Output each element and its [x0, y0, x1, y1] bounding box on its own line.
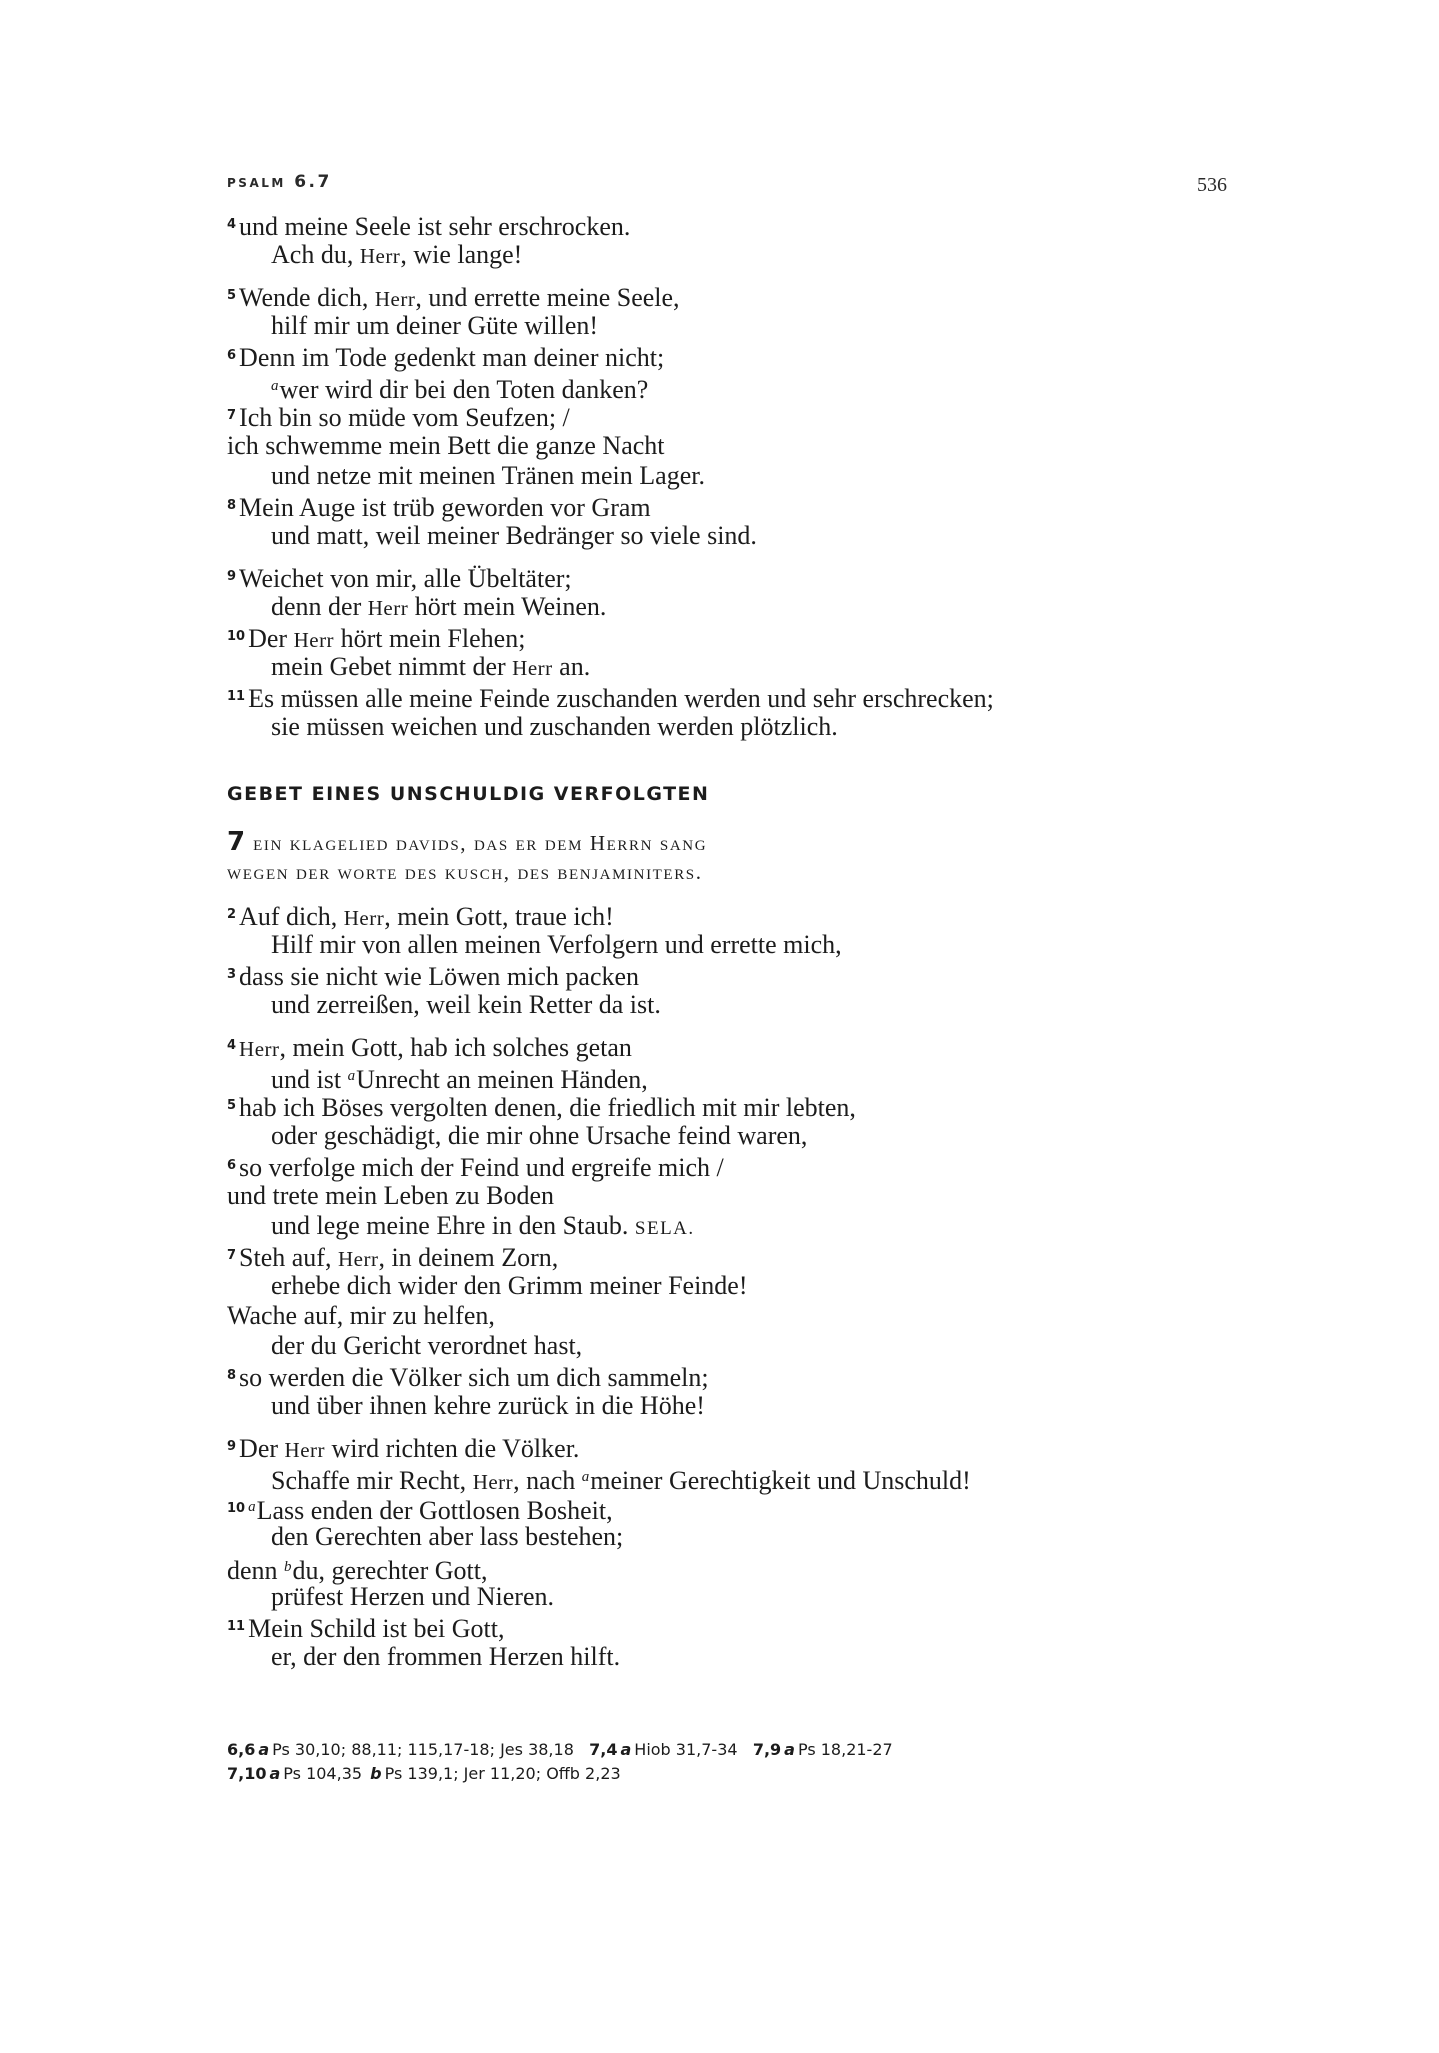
footnote-marker: a	[271, 378, 279, 394]
verse-line: ich schwemme mein Bett die ganze Nacht	[227, 431, 665, 460]
verse-number: 5	[227, 288, 237, 303]
divine-name: Herr	[512, 656, 553, 680]
verse-number: 4	[227, 217, 237, 232]
verse-line: $^{11}$ Mein Schild ist bei Gott,	[227, 1614, 505, 1643]
footnote-marker: a	[347, 1068, 356, 1084]
verse-line: den Gerechten aber lass bestehen;	[271, 1522, 624, 1551]
verse-line: er, der den frommen Herzen hilft.	[271, 1642, 621, 1671]
psalm6-stanza-2	[227, 281, 1227, 551]
verse-number: 2	[227, 907, 237, 922]
verse-number: 7	[227, 408, 237, 423]
footnote-marker: a	[581, 1469, 590, 1485]
verse-number: 6	[227, 348, 237, 363]
verse-line: $^4$ und meine Seele ist sehr erschrocken.	[227, 212, 631, 241]
divine-name: Herr	[343, 906, 385, 930]
verse-line: $^9$ Weichet von mir, alle Übeltäter;	[227, 564, 572, 593]
verse-number: 11	[227, 689, 246, 704]
verse-number: 10	[227, 629, 246, 644]
verse-line: $^4$ Herr, mein Gott, hab ich solches getan	[227, 1033, 632, 1062]
verse-line: $^9$ Der Herr wird richten die Völker.	[227, 1434, 580, 1463]
superscription-line: wegen der worte des kusch, des benjaminiters.	[227, 860, 703, 884]
verse-line: $^3$ dass sie nicht wie Löwen mich packen	[227, 962, 640, 991]
footnote-ref: 7,10	[227, 1764, 267, 1783]
section-title: GEBET EINES UNSCHULDIG VERFOLGTEN	[227, 783, 710, 805]
footnote-marker: b	[284, 1559, 292, 1575]
verse-number: 6	[227, 1158, 237, 1173]
page-content	[227, 210, 1227, 1683]
verse-line: Schaffe mir Recht, Herr, nach $^a$meiner Gerechtigkeit und Unschuld!	[271, 1466, 971, 1495]
verse-line: $^{11}$ Es müssen alle meine Feinde zuschanden werden und sehr erschrecken;	[227, 684, 994, 713]
verse-line: $^5$ Wende dich, Herr, und errette meine Seele,	[227, 283, 680, 312]
verse-line: $^{10}$ $^a$Lass enden der Gottlosen Bosheit,	[227, 1496, 613, 1525]
verse-line: $^a$wer wird dir bei den Toten danken?	[271, 375, 649, 404]
verse-line: hilf mir um deiner Güte willen!	[271, 311, 599, 340]
verse-number: 9	[227, 569, 237, 584]
verse-number: 3	[227, 967, 237, 982]
verse-line: und trete mein Leben zu Boden	[227, 1181, 555, 1210]
footnote-ref: 7,4	[589, 1740, 618, 1759]
divine-name: Herr	[472, 1470, 514, 1494]
verse-line: denn der Herr hört mein Weinen.	[271, 592, 607, 621]
verse-line: $^2$ Auf dich, Herr, mein Gott, traue ich!	[227, 902, 614, 931]
verse-number: 5	[227, 1098, 237, 1113]
verse-line: $^6$ Denn im Tode gedenkt man deiner nicht;	[227, 343, 665, 372]
psalm7-stanza-1	[227, 900, 1227, 1020]
footnote-marker: a	[248, 1499, 256, 1515]
verse-line: und lege meine Ehre in den Staub. SELA.	[271, 1211, 695, 1240]
verse-line: $^7$ Steh auf, Herr, in deinem Zorn,	[227, 1243, 559, 1272]
verse-line: und matt, weil meiner Bedränger so viele sind.	[271, 521, 757, 550]
verse-line: $^8$ so werden die Völker sich um dich sammeln;	[227, 1363, 709, 1392]
psalm7-stanza-2	[227, 1031, 1227, 1421]
verse-line: Hilf mir von allen meinen Verfolgern und errette mich,	[271, 930, 842, 959]
verse-line: der du Gericht verordnet hast,	[271, 1331, 583, 1360]
sela-marker: SELA.	[634, 1218, 695, 1239]
psalm7-stanza-3	[227, 1432, 1227, 1672]
superscription-line: 7 ein klagelied davids, das er dem Herrn sang	[227, 827, 708, 857]
verse-number: 7	[227, 1248, 237, 1263]
verse-line: und ist $^a$Unrecht an meinen Händen,	[271, 1065, 648, 1094]
psalm7-superscription	[227, 827, 1227, 887]
divine-name: Herr	[374, 287, 416, 311]
verse-line: $^5$ hab ich Böses vergolten denen, die friedlich mit mir lebten,	[227, 1093, 856, 1122]
verse-line: sie müssen weichen und zuschanden werden plötzlich.	[271, 712, 838, 741]
divine-name: Herr	[337, 1247, 379, 1271]
page-header	[227, 172, 1227, 202]
verse-line: erhebe dich wider den Grimm meiner Feinde!	[271, 1271, 748, 1300]
psalm-number: 7	[227, 827, 246, 857]
page-number: 536	[1197, 174, 1227, 196]
verse-line: $^6$ so verfolge mich der Feind und ergreife mich /	[227, 1153, 724, 1182]
divine-name: Herrn	[589, 831, 654, 855]
footnote-line: 6,6 a Ps 30,10; 88,11; 115,17-18; Jes 38,18 7,4 a Hiob 31,7-34 7,9 a Ps 18,21-27	[227, 1740, 893, 1759]
verse-line: und zerreißen, weil kein Retter da ist.	[271, 990, 661, 1019]
verse-number: 8	[227, 498, 237, 513]
verse-line: $^{10}$ Der Herr hört mein Flehen;	[227, 624, 526, 653]
verse-number: 8	[227, 1368, 237, 1383]
verse-line: Wache auf, mir zu helfen,	[227, 1301, 495, 1330]
verse-line: und netze mit meinen Tränen mein Lager.	[271, 461, 705, 490]
divine-name: Herr	[359, 244, 401, 268]
verse-number: 11	[227, 1619, 246, 1634]
verse-line: prüfest Herzen und Nieren.	[271, 1582, 554, 1611]
verse-number: 4	[227, 1038, 237, 1053]
footnote-line: 7,10 a Ps 104,35 b Ps 139,1; Jer 11,20; Offb 2,23	[227, 1764, 621, 1783]
footnote-ref: 7,9	[752, 1740, 782, 1759]
footnotes	[227, 1738, 1227, 1786]
divine-name: Herr	[284, 1438, 326, 1462]
psalm6-stanza-1	[227, 210, 1227, 270]
verse-line: und über ihnen kehre zurück in die Höhe!	[271, 1391, 705, 1420]
verse-line: mein Gebet nimmt der Herr an.	[271, 652, 591, 681]
verse-line: oder geschädigt, die mir ohne Ursache feind waren,	[271, 1121, 808, 1150]
verse-line: $^8$ Mein Auge ist trüb geworden vor Gram	[227, 493, 651, 522]
verse-number: 9	[227, 1439, 237, 1454]
verse-number: 10	[227, 1501, 246, 1516]
verse-line: $^7$ Ich bin so müde vom Seufzen; /	[227, 403, 570, 432]
verse-line: denn $^b$du, gerechter Gott,	[227, 1556, 488, 1585]
psalm6-stanza-3	[227, 562, 1227, 742]
verse-line: Ach du, Herr, wie lange!	[271, 240, 523, 269]
divine-name: Herr	[293, 628, 335, 652]
divine-name: Herr	[239, 1037, 280, 1061]
running-head: psalm 6.7	[227, 172, 332, 192]
footnote-ref: 6,6	[227, 1740, 256, 1759]
divine-name: Herr	[367, 596, 409, 620]
